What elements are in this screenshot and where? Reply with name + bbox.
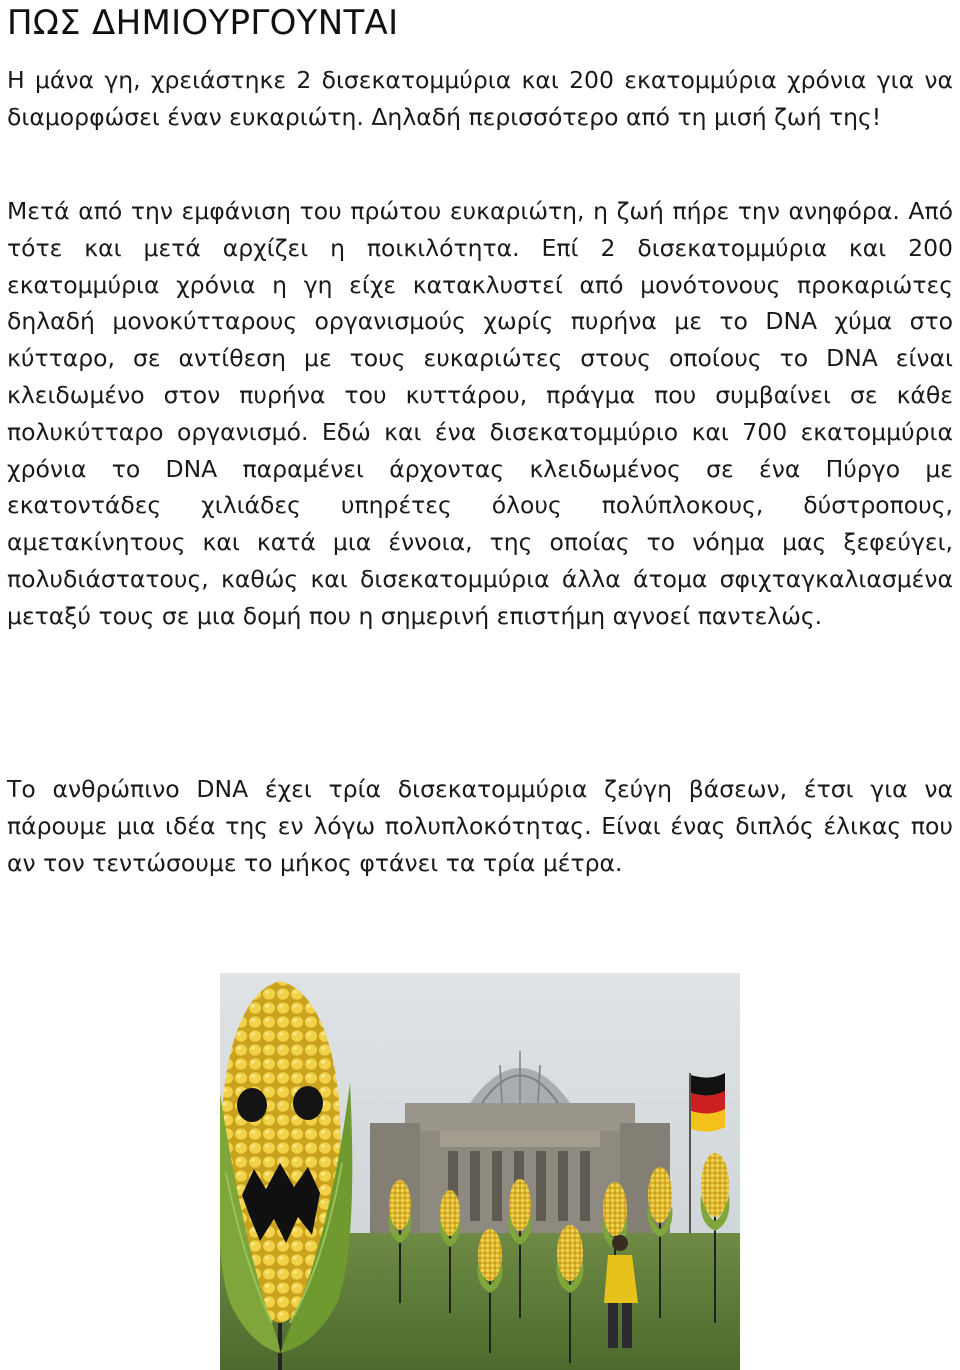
corn-protest-photo xyxy=(220,973,740,1370)
paragraph-2: Μετά από την εμφάνιση του πρώτου ευκαριώτη, η ζωή πήρε την ανηφόρα. Από τότε και μετά αρχίζει η ποικιλότητα. Επί 2 δισεκατομμύρια και 200 εκατομμύρια χρόνια η γη είχε κατακλυστεί από μονότονους προκαριώτες δηλαδή μονοκύτταρους οργανισμούς χωρίς πυρήνα με το DNA χύμα στο κύτταρο, σε αντίθεση με τους ευκαριώτες στους οποίους το DNA είναι κλειδωμένο στον πυρήνα του κυττάρου, πράγμα που συμβαίνει σε κάθε πολυκύτταρο οργανισμό. Εδώ και ένα δισεκατομμύριο και 700 εκατομμύρια χρόνια το DNA παραμένει άρχοντας κλειδωμένος σε ένα Πύργο με εκατοντάδες χιλιάδες υπηρέτες όλους πολύπλοκους, δύστροπους, αμετακίνητους και κατά μια έννοια, της οποίας το νόημα μας ξεφεύγει, πολυδιάστατους, καθώς και δισεκατομμύρια άλλα άτομα σφιχταγκαλιασμένα μεταξύ τους σε μια δομή που η σημερινή επιστήμη αγνοεί παντελώς. xyxy=(7,197,953,630)
paragraph-1: Η μάνα γη, χρειάστηκε 2 δισεκατομμύρια και 200 εκατομμύρια χρόνια για να διαμορφώσει έναν ευκαριώτη. Δηλαδή περισσότερο από τη μισή ζωή της! xyxy=(7,66,953,131)
paragraph-3: Το ανθρώπινο DNA έχει τρία δισεκατομμύρια ζεύγη βάσεων, έτσι για να πάρουμε μια ιδέα της εν λόγω πολυπλοκότητας. Είναι ένας διπλός έλικας που αν τον τεντώσουμε το μήκος φτάνει τα τρία μέτρα. xyxy=(7,775,953,877)
page-title: ΠΩΣ ΔΗΜΙΟΥΡΓΟΥΝΤΑΙ xyxy=(7,3,399,43)
